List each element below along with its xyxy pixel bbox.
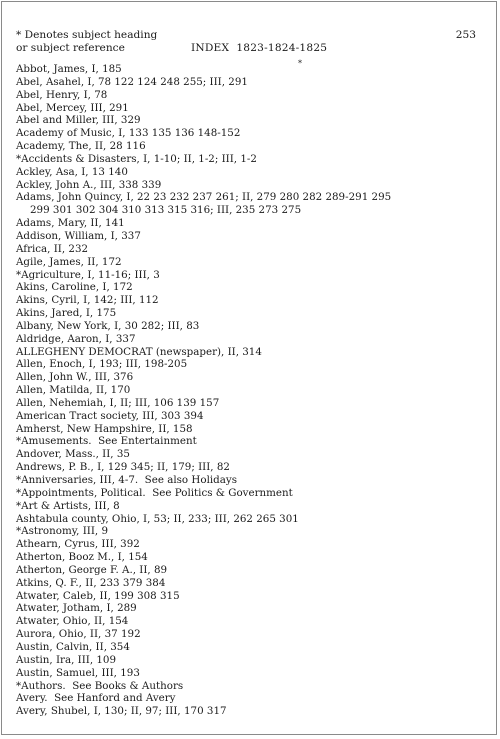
index-entry: Allen, Enoch, I, 193; III, 198-205 <box>16 358 188 371</box>
index-entry: Atherton, Booz M., I, 154 <box>16 551 148 564</box>
index-entry: Avery. See Hanford and Avery <box>16 692 176 705</box>
index-entry: Allen, Nehemiah, I, II; III, 106 139 157 <box>16 396 220 409</box>
index-entry: *Authors. See Books & Authors <box>16 679 184 692</box>
index-entry: Akins, Caroline, I, 172 <box>16 281 133 294</box>
index-entry: Austin, Ira, III, 109 <box>16 653 117 666</box>
index-entry: Addison, William, I, 337 <box>16 229 141 242</box>
index-entry: Andrews, P. B., I, 129 345; II, 179; III, 82 <box>16 461 230 474</box>
index-entry: *Accidents & Disasters, I, 1-10; II, 1-2; III, 1-2 <box>16 152 257 165</box>
index-entry: Academy, The, II, 28 116 <box>16 140 146 153</box>
index-entry: Andover, Mass., II, 35 <box>16 448 130 461</box>
index-entries <box>16 63 488 718</box>
index-entry: Austin, Calvin, II, 354 <box>16 640 130 653</box>
index-entry: Adams, Mary, II, 141 <box>16 217 125 230</box>
page-title: INDEX 1823-1824-1825 <box>191 41 328 54</box>
index-entry: *Anniversaries, III, 4-7. See also Holidays <box>16 474 237 486</box>
index-entry: Atwater, Caleb, II, 199 308 315 <box>16 589 180 602</box>
index-entry: Abel, Henry, I, 78 <box>16 88 108 101</box>
index-entry: Allen, Matilda, II, 170 <box>16 384 131 397</box>
index-entry: American Tract society, III, 303 394 <box>16 409 204 422</box>
index-entry: *Art & Artists, III, 8 <box>16 499 120 512</box>
index-entry: Ackley, John A., III, 338 339 <box>16 178 162 191</box>
index-entry: *Amusements. See Entertainment <box>16 435 197 448</box>
index-entry: Amherst, New Hampshire, II, 158 <box>16 422 193 435</box>
index-entry: Austin, Samuel, III, 193 <box>16 666 140 679</box>
index-entry: Akins, Cyril, I, 142; III, 112 <box>16 294 159 307</box>
index-entry: Aurora, Ohio, II, 37 192 <box>16 628 141 641</box>
index-entry: Abel and Miller, III, 329 <box>16 114 141 127</box>
index-entry: Abel, Mercey, III, 291 <box>16 101 129 114</box>
index-page <box>1 1 497 735</box>
index-entry: Adams, John Quincy, I, 22 23 232 237 261; II, 279 280 282 289-291 295 <box>16 191 392 204</box>
index-entry: Aldridge, Aaron, I, 337 <box>16 332 136 345</box>
index-entry: Atwater, Ohio, II, 154 <box>16 615 129 628</box>
index-entry: *Astronomy, III, 9 <box>16 525 109 538</box>
index-entry: Agile, James, II, 172 <box>16 255 122 268</box>
index-entry: Academy of Music, I, 133 135 136 148-152 <box>16 127 241 140</box>
header-mark: * <box>298 59 302 68</box>
index-entry: Ashtabula county, Ohio, I, 53; II, 233; III, 262 265 301 <box>16 512 299 525</box>
index-entry: Atherton, George F. A., II, 89 <box>16 563 168 576</box>
index-entry: Abbot, James, I, 185 <box>16 63 122 75</box>
page-number: 253 <box>455 29 476 41</box>
index-entry: Africa, II, 232 <box>16 242 89 255</box>
index-entry: Allen, John W., III, 376 <box>16 371 134 384</box>
index-entry: ALLEGHENY DEMOCRAT (newspaper), II, 314 <box>16 345 262 358</box>
index-entry: Ackley, Asa, I, 13 140 <box>16 165 128 178</box>
index-entry: Atwater, Jotham, I, 289 <box>16 602 137 615</box>
index-entry: Athearn, Cyrus, III, 392 <box>16 538 140 551</box>
index-entry: Albany, New York, I, 30 282; III, 83 <box>16 319 200 332</box>
index-entry: Atkins, Q. F., II, 233 379 384 <box>16 576 166 589</box>
index-entry: Avery, Shubel, I, 130; II, 97; III, 170 317 <box>16 705 227 718</box>
legend-note-line-1: * Denotes subject heading <box>16 29 158 41</box>
index-entry: *Appointments, Political. See Politics & Government <box>16 486 293 499</box>
index-entry-continuation: 299 301 302 304 310 313 315 316; III, 235 273 275 <box>30 204 302 217</box>
index-entry: Akins, Jared, I, 175 <box>16 307 117 320</box>
legend-note-line-2: or subject reference <box>16 41 125 54</box>
index-entry: Abel, Asahel, I, 78 122 124 248 255; III, 291 <box>16 75 248 88</box>
index-entry: *Agriculture, I, 11-16; III, 3 <box>16 268 160 281</box>
